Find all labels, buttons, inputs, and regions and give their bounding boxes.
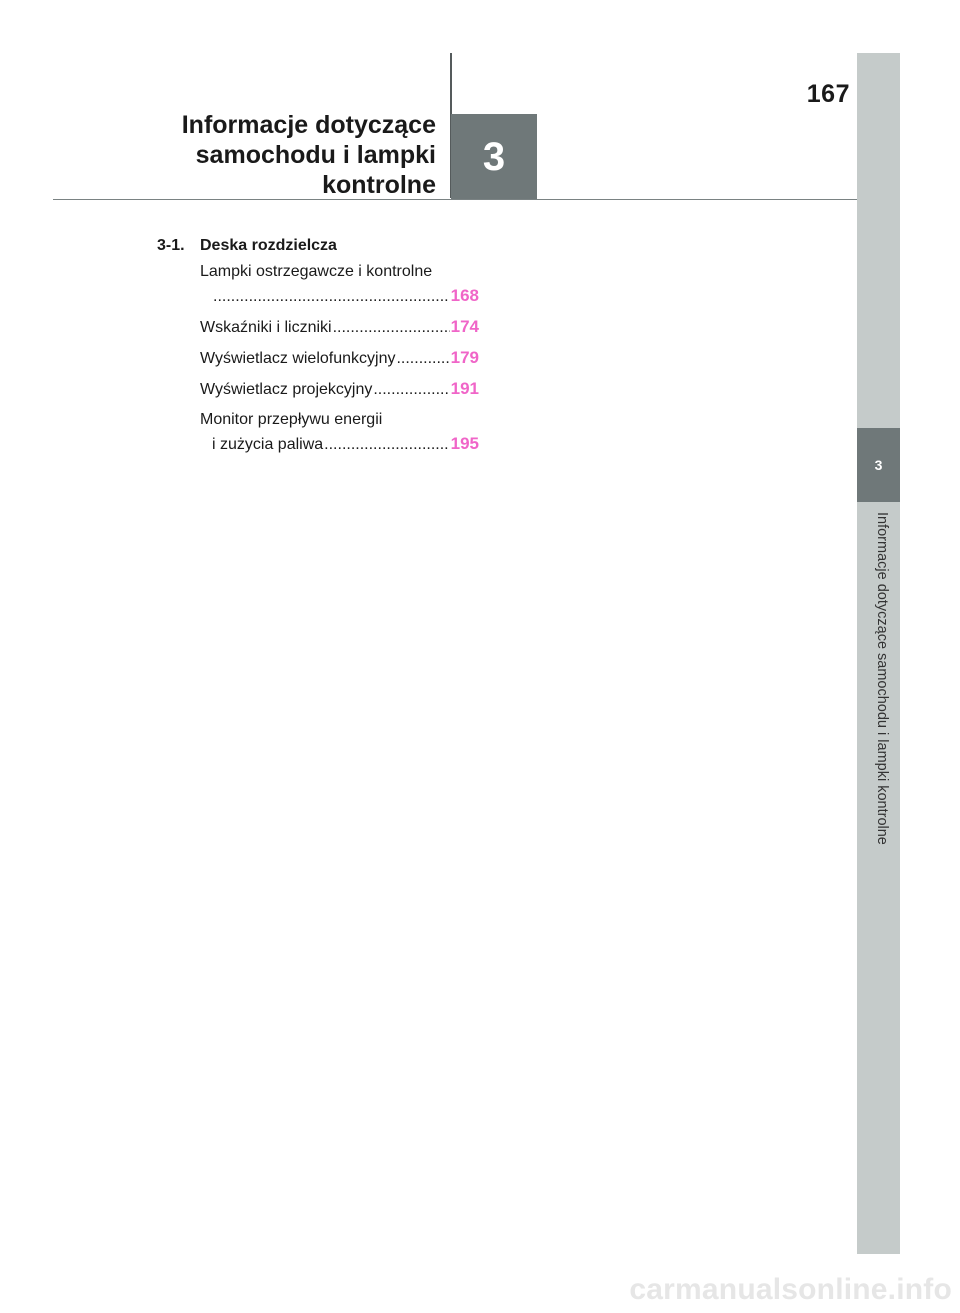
toc-entry-text: Wskaźniki i liczniki	[200, 319, 332, 336]
page-number: 167	[806, 80, 850, 108]
toc-page-link[interactable]: 191	[450, 379, 479, 398]
toc-entry-text-continued: i zużycia paliwa	[212, 436, 324, 453]
toc-page-link[interactable]: 174	[450, 317, 479, 336]
side-chapter-tab[interactable]: 3	[857, 428, 900, 502]
toc-page-link[interactable]: 179	[450, 348, 479, 367]
toc-leader-dots	[396, 347, 449, 371]
chapter-title-line-2: samochodu i lampki	[195, 141, 436, 169]
toc-section-number: 3-1.	[157, 237, 185, 254]
toc-leader-dots	[213, 285, 450, 309]
toc-leader-dots	[324, 433, 449, 457]
chapter-title-line-1: Informacje dotyczące	[181, 111, 436, 139]
toc-entry-gauges[interactable]	[200, 315, 479, 340]
toc-entry-energy-monitor[interactable]	[200, 408, 479, 457]
toc-entry-head-up-display[interactable]	[200, 377, 479, 402]
side-chapter-label: Informacje dotyczące samochodu i lampki kontrolne	[874, 512, 890, 845]
toc-page-link[interactable]: 195	[450, 434, 479, 453]
toc-entry-text: Wyświetlacz projekcyjny	[200, 381, 373, 398]
table-of-contents	[157, 234, 479, 463]
watermark: carmanualsonline.info	[629, 1273, 952, 1306]
toc-entry-text: Lampki ostrzegawcze i kontrolne	[200, 263, 433, 280]
toc-entry-warning-lights[interactable]	[200, 260, 479, 309]
toc-leader-dots	[373, 378, 449, 402]
toc-section-heading	[157, 234, 479, 258]
chapter-title	[150, 110, 436, 200]
toc-leader-dots	[333, 316, 450, 340]
toc-section-title: Deska rozdzielcza	[200, 237, 337, 254]
toc-entry-text: Wyświetlacz wielofunkcyjny	[200, 350, 396, 367]
toc-entry-multi-display[interactable]	[200, 346, 479, 371]
toc-entry-text: Monitor przepływu energii	[200, 411, 383, 428]
chapter-number-box: 3	[451, 114, 537, 200]
toc-page-link[interactable]: 168	[450, 286, 479, 305]
chapter-title-line-3: kontrolne	[322, 171, 436, 199]
title-divider-horizontal	[53, 199, 858, 200]
